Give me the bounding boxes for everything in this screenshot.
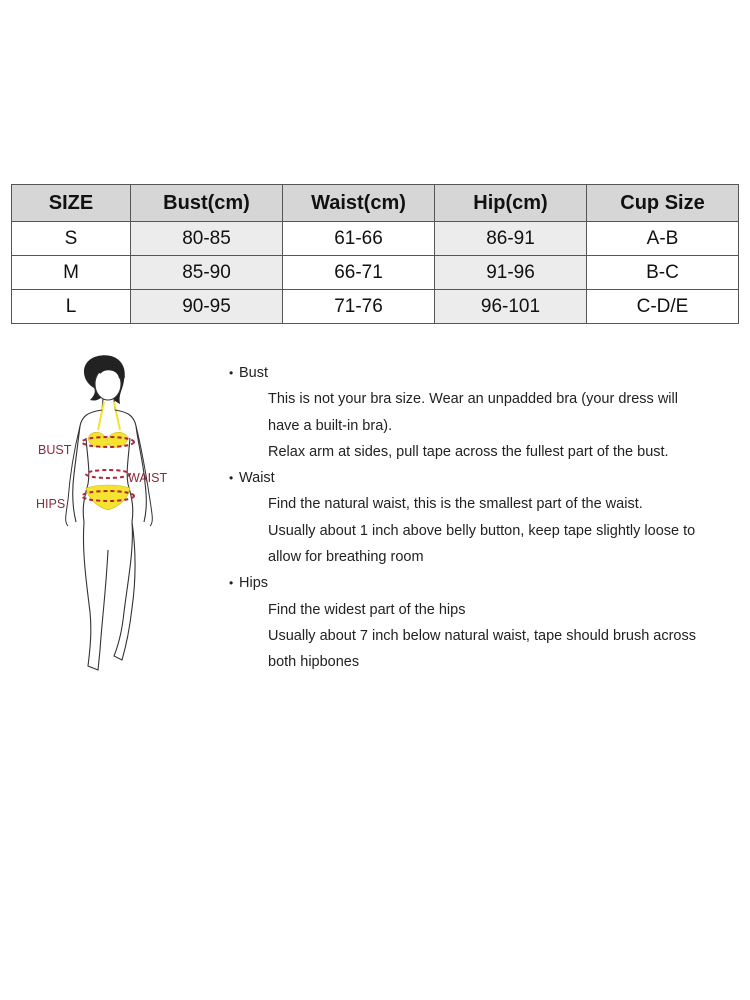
measuring-guide: [225, 360, 725, 676]
guide-line: Find the widest part of the hips: [268, 601, 466, 618]
guide-line: both hipbones: [268, 654, 360, 671]
cell-size: L: [12, 290, 131, 324]
guide-line: This is not your bra size. Wear an unpadded bra (your dress will: [268, 391, 678, 408]
guide-line: allow for breathing room: [268, 549, 424, 566]
body-outline: [73, 410, 147, 670]
bikini-bottom: [86, 485, 130, 510]
cell-hip: 91-96: [435, 256, 587, 290]
halter-strap: [98, 402, 120, 430]
cell-hip: 86-91: [435, 222, 587, 256]
cell-bust: 90-95: [131, 290, 283, 324]
heading-text: Bust: [239, 365, 269, 381]
table-row: [12, 256, 739, 290]
cell-cup: C-D/E: [587, 290, 739, 324]
bikini-top: [88, 432, 128, 447]
hips-label: HIPS: [36, 497, 66, 511]
header-cup-size: Cup Size: [587, 185, 739, 222]
body-measurement-figure: [28, 350, 198, 690]
bust-label: BUST: [38, 443, 72, 457]
cell-size: M: [12, 256, 131, 290]
cell-hip: 96-101: [435, 290, 587, 324]
guide-line: Find the natural waist, this is the smallest part of the waist.: [268, 496, 643, 513]
guide-line: Relax arm at sides, pull tape across the fullest part of the bust.: [268, 443, 669, 460]
heading-text: Waist: [239, 470, 275, 487]
table-row: [12, 222, 739, 256]
cell-waist: 66-71: [283, 256, 435, 290]
table-row: [12, 290, 739, 324]
bullet-icon: •: [229, 576, 234, 591]
guide-line: Usually about 1 inch above belly button, keep tape slightly loose to: [268, 522, 696, 539]
cell-cup: A-B: [587, 222, 739, 256]
header-size: SIZE: [12, 185, 131, 222]
waist-label: WAIST: [128, 471, 168, 485]
header-hip: Hip(cm): [435, 185, 587, 222]
guide-line: have a built-in bra).: [268, 417, 393, 434]
cell-size: S: [12, 222, 131, 256]
size-chart-table: [11, 184, 739, 324]
bullet-icon: •: [229, 366, 234, 380]
cell-bust: 85-90: [131, 256, 283, 290]
bullet-icon: •: [229, 471, 234, 486]
header-waist: Waist(cm): [283, 185, 435, 222]
guide-line: Usually about 7 inch below natural waist, tape should brush across: [268, 627, 696, 644]
header-bust: Bust(cm): [131, 185, 283, 222]
guide-heading-waist: [225, 465, 725, 491]
table-header-row: [12, 185, 739, 222]
cell-waist: 61-66: [283, 222, 435, 256]
heading-text: Hips: [239, 575, 269, 592]
guide-heading-bust: [225, 360, 725, 386]
guide-heading-hips: [225, 570, 725, 596]
cell-waist: 71-76: [283, 290, 435, 324]
cell-bust: 80-85: [131, 222, 283, 256]
cell-cup: B-C: [587, 256, 739, 290]
waist-measure-line: [86, 470, 130, 478]
